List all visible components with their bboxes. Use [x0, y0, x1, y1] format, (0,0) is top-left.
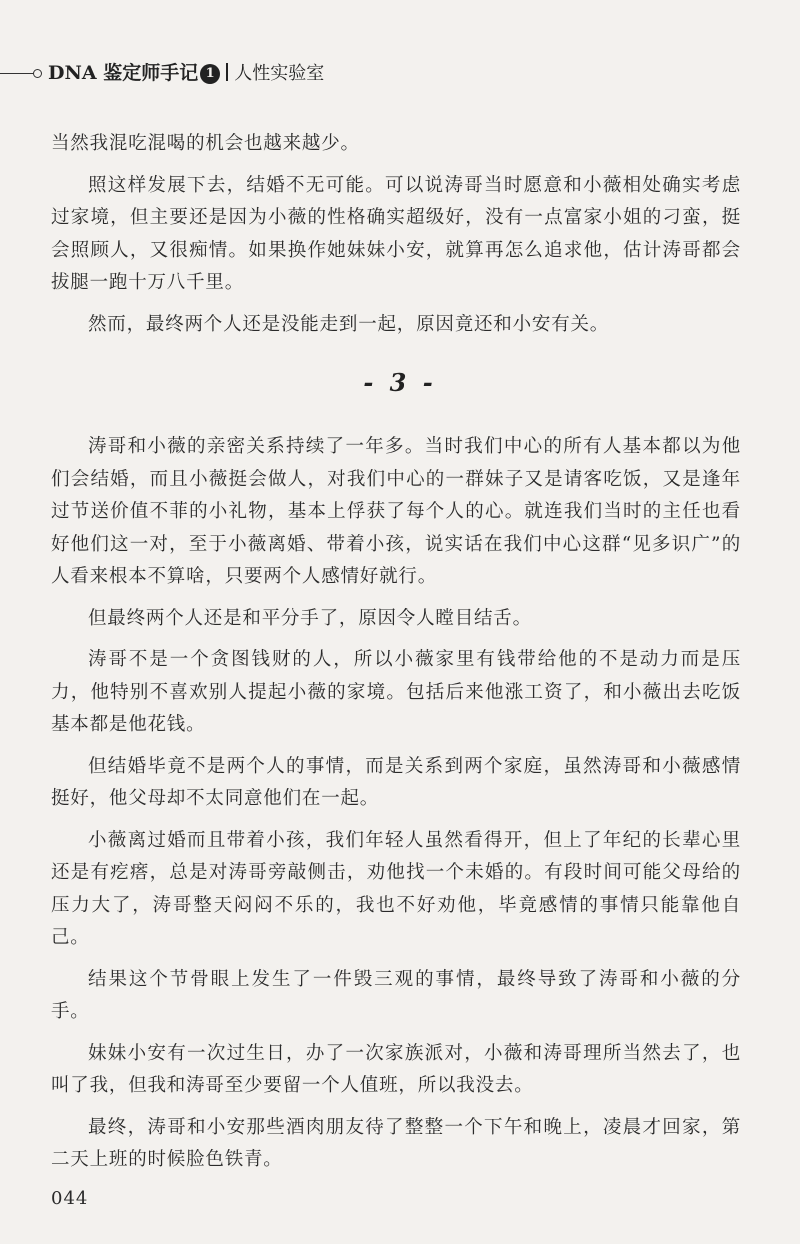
series-subtitle: 人性实验室	[234, 63, 325, 84]
text-block-main	[51, 431, 741, 1177]
paragraph: 然而，最终两个人还是没能走到一起，原因竟还和小安有关。	[88, 313, 610, 335]
paragraph: 最终，涛哥和小安那些酒肉朋友待了整整一个下午和晚上，凌晨才回家，第二天上班的时候脸色铁青。	[51, 1116, 741, 1170]
paragraph: 但结婚毕竟不是两个人的事情，而是关系到两个家庭，虽然涛哥和小薇感情挺好，他父母却不太同意他们在一起。	[51, 755, 741, 809]
paragraph: 涛哥和小薇的亲密关系持续了一年多。当时我们中心的所有人基本都以为他们会结婚，而且小薇挺会做人，对我们中心的一群妹子又是请客吃饭，又是逢年过节送价值不菲的小礼物，基本上俘获了每个人的心。就连我们当时的主任也看好他们这一对，至于小薇离婚、带着小孩，说实话在我们中心这群“见多识广”的人看来根本不算啥，只要两个人感情好就行。	[51, 436, 741, 587]
text-block-top	[51, 128, 741, 341]
paragraph: 照这样发展下去，结婚不无可能。可以说涛哥当时愿意和小薇相处确实考虑过家境，但主要还是因为小薇的性格确实超级好，没有一点富家小姐的刁蛮，挺会照顾人，又很痴情。如果换作她妹妹小安，就算再怎么追求他，估计涛哥都会拔腿一跑十万八千里。	[51, 174, 741, 293]
paragraph: 结果这个节骨眼上发生了一件毁三观的事情，最终导致了涛哥和小薇的分手。	[51, 968, 741, 1022]
header-circle-ornament	[33, 69, 42, 78]
header-title	[48, 60, 324, 87]
volume-badge: 1	[200, 64, 220, 84]
section-number: - 3 -	[363, 368, 437, 397]
paragraph: 妹妹小安有一次过生日，办了一次家族派对，小薇和涛哥理所当然去了，也叫了我，但我和涛哥至少要留一个人值班，所以我没去。	[51, 1042, 741, 1096]
series-title: DNA 鉴定师手记	[48, 62, 199, 84]
header-rule	[0, 73, 34, 74]
paragraph: 涛哥不是一个贪图钱财的人，所以小薇家里有钱带给他的不是动力而是压力，他特别不喜欢别人提起小薇的家境。包括后来他涨工资了，和小薇出去吃饭基本都是他花钱。	[51, 649, 741, 735]
header-separator	[226, 63, 228, 81]
paragraph: 小薇离过婚而且带着小孩，我们年轻人虽然看得开，但上了年纪的长辈心里还是有疙瘩，总是对涛哥旁敲侧击，劝他找一个未婚的。有段时间可能父母给的压力大了，涛哥整天闷闷不乐的，我也不好劝他，毕竟感情的事情只能靠他自己。	[51, 829, 741, 948]
running-header	[0, 60, 800, 88]
paragraph: 当然我混吃混喝的机会也越来越少。	[51, 133, 360, 154]
paragraph: 但最终两个人还是和平分手了，原因令人瞠目结舌。	[88, 607, 532, 629]
page-number: 044	[51, 1188, 89, 1209]
